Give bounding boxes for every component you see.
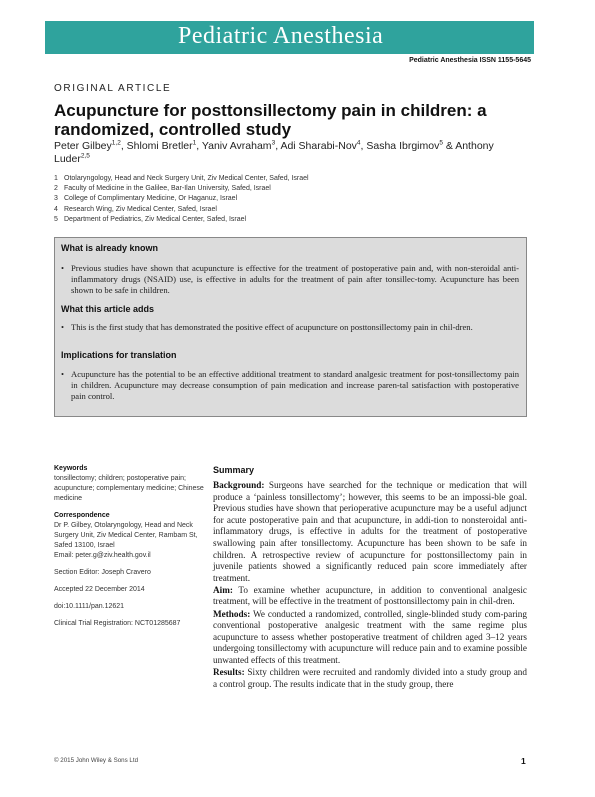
- implications-heading: Implications for translation: [61, 350, 177, 360]
- affiliation-number: 5: [54, 215, 58, 223]
- author-affiliation-marker: 3: [271, 139, 276, 147]
- affiliation-text: College of Complimentary Medicine, Or Haganuz, Israel: [64, 195, 238, 203]
- section-editor: Section Editor: Joseph Cravero: [54, 569, 151, 576]
- summary-methods: [213, 609, 527, 667]
- journal-banner: [45, 21, 534, 54]
- author-name: Sasha Ibrgimov: [366, 140, 440, 152]
- journal-title: Pediatric Anesthesia: [178, 23, 384, 49]
- affiliation-number: 4: [54, 205, 58, 213]
- affiliation-number: 1: [54, 175, 58, 182]
- copyright: © 2015 John Wiley & Sons Ltd: [54, 757, 139, 764]
- background-text: Surgeons have searched for the technique or medication that will produce a ‘painless tonsillectomy’; however, this seems to be an impossi-ble goal. Previous studies have shown that perioperative acupuncture may be a useful adjunct for acute postoperative pain and that acupuncture, in addi-tion to nonsteroidal anti-inflammatory drugs, is effective in adults for the treatment of postoperative swallowing pain after tonsillectomy. Acupuncture has been shown to be safe in children. A retrospective review of acupuncture for posttonsillectomy pain in juvenile patients showed a significantly reduced pain score immediately after treatment.: [213, 480, 527, 583]
- known-text: Previous studies have shown that acupuncture is effective for the treatment of postoperative pain and, with non-steroidal anti-inflammatory drugs (NSAID) use, is effective in adults for the treatment of pain after tonsillec-tomy. Acupuncture has been shown to be safe in children.: [71, 263, 519, 295]
- author-name: Yaniv Avraham: [201, 140, 272, 152]
- correspondence-heading: Correspondence: [54, 512, 110, 519]
- aim-text: To examine whether acupuncture, in addition to conventional analgesic treatment, will be effective in the treatment of posttonsillectomy pain in chil-dren.: [213, 584, 527, 607]
- author-affiliation-marker: 1,2: [111, 139, 121, 147]
- journal-issn: Pediatric Anesthesia ISSN 1155-5645: [409, 57, 531, 64]
- author-affiliation-marker: 5: [439, 139, 443, 147]
- known-heading: What is already known: [61, 243, 159, 253]
- affiliation-item: [54, 184, 309, 194]
- implications-text: Acupuncture has the potential to be an effective additional treatment to standard analgesic treatment for post-tonsillectomy pain in children. Acupuncture may decrease consumption of pain medication and increase paren-tal satisfaction with postoperative pain control.: [71, 369, 519, 401]
- accepted-date: Accepted 22 December 2014: [54, 586, 145, 593]
- affiliation-text: Research Wing, Ziv Medical Center, Safed, Israel: [64, 205, 217, 213]
- author-affiliation-marker: 2,5: [80, 152, 90, 160]
- results-text: Sixty children were recruited and randomly divided into a study group and a control group. The results indicate that in the study group, there: [213, 667, 527, 689]
- author-list: [54, 140, 524, 166]
- bullet-icon: •: [61, 263, 65, 273]
- author-name: Adi Sharabi-Nov: [280, 140, 357, 152]
- affiliation-text: Otolaryngology, Head and Neck Surgery Unit, Ziv Medical Center, Safed, Israel: [64, 175, 309, 182]
- affiliation-list: [54, 174, 309, 225]
- affiliation-number: 3: [54, 195, 58, 203]
- article-title: Acupuncture for posttonsillectomy pain in children: a randomized, controlled study: [54, 101, 487, 139]
- summary-aim: [213, 585, 527, 608]
- article-category: ORIGINAL ARTICLE: [54, 83, 172, 94]
- author-name: Peter Gilbey: [54, 140, 112, 152]
- affiliation-text: Faculty of Medicine in the Galilee, Bar-Ilan University, Safed, Israel: [64, 185, 271, 193]
- known-bullet: [61, 263, 519, 295]
- methods-text: We conducted a randomized, controlled, single-blinded study com-paring conventional postoperative analgesic treatment with the same regime plus acupuncture to assess whether postoperative treatment of children aged 3–12 years undergoing tonsillectomy with acupuncture will reduce pain and to examine possible unwanted effects of this treatment.: [213, 608, 527, 665]
- affiliation-item: [54, 194, 309, 204]
- adds-bullet: [61, 322, 519, 333]
- affiliation-item: [54, 205, 309, 215]
- methods-label: Methods:: [213, 608, 251, 619]
- summary-background: [213, 480, 527, 584]
- author-separator: ,: [275, 140, 281, 152]
- affiliation-item: [54, 174, 309, 184]
- page-number: 1: [521, 756, 526, 766]
- summary-results: [213, 667, 527, 690]
- author-name: Anthony Luder: [54, 140, 494, 165]
- article-sidebar: [54, 464, 204, 629]
- key-points-box: [54, 237, 527, 417]
- keywords-text: tonsillectomy; children; postoperative pain; acupuncture; complementary medicine; Chinese medicine: [54, 475, 204, 502]
- affiliation-item: [54, 215, 309, 225]
- author-affiliation-marker: 4: [356, 139, 361, 147]
- implications-bullet: [61, 369, 519, 401]
- author-separator: ,: [360, 140, 367, 152]
- author-separator: ,: [196, 140, 202, 152]
- author-name: Shlomi Bretler: [126, 140, 193, 152]
- author-separator: &: [442, 140, 456, 152]
- background-label: Background:: [213, 480, 265, 490]
- author-separator: ,: [120, 140, 127, 152]
- summary-body: [213, 480, 527, 690]
- adds-text: This is the first study that has demonstrated the positive effect of acupuncture on posttonsillectomy pain in chil-dren.: [71, 322, 473, 332]
- adds-heading: What this article adds: [61, 304, 155, 314]
- aim-label: Aim:: [213, 584, 233, 595]
- doi: doi:10.1111/pan.12621: [54, 603, 125, 610]
- summary-heading: Summary: [213, 465, 255, 475]
- author-affiliation-marker: 1: [192, 139, 197, 147]
- keywords-heading: Keywords: [54, 465, 88, 472]
- affiliation-text: Department of Pediatrics, Ziv Medical Center, Safed, Israel: [64, 215, 247, 223]
- trial-registration: Clinical Trial Registration: NCT01285687: [54, 620, 181, 627]
- correspondence-text: Dr P. Gilbey, Otolaryngology, Head and Neck Surgery Unit, Ziv Medical Center, Rambam St, Safed 13100, Israel: [54, 522, 198, 549]
- affiliation-number: 2: [54, 185, 58, 193]
- bullet-icon: •: [61, 322, 65, 332]
- bullet-icon: •: [61, 369, 65, 379]
- results-label: Results:: [213, 667, 245, 677]
- correspondence-email: Email: peter.g@ziv.health.gov.il: [54, 552, 151, 559]
